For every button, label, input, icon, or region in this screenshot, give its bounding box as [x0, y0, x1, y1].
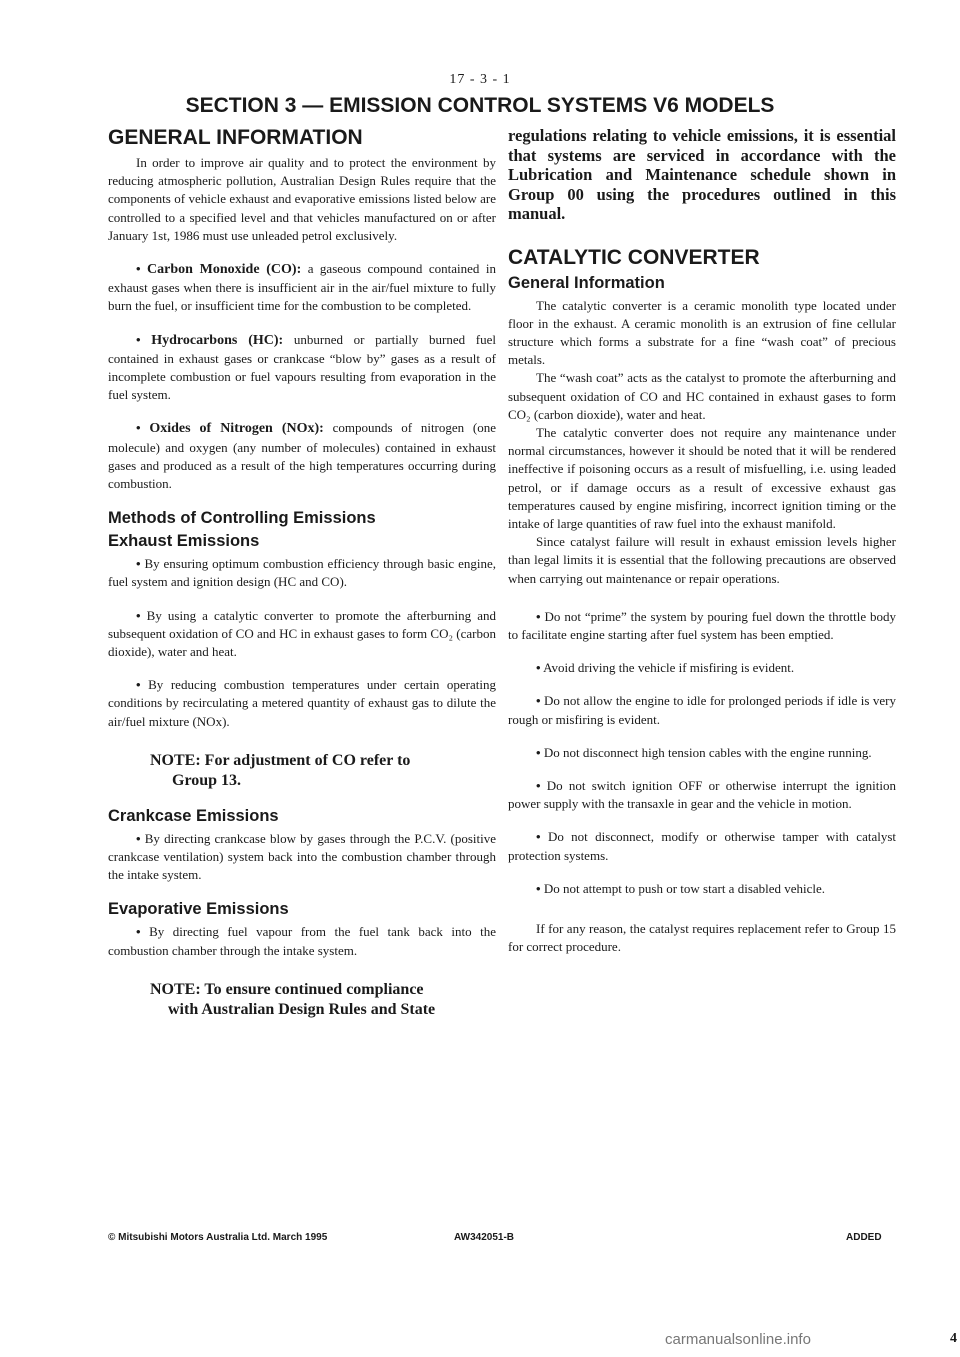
intro-paragraph: In order to improve air quality and to protect the environment by reducing atmospheric pollution, Australian Design Rules require that the components of vehicle exhaust and evaporative emissions listed below are controlled to a specified level and that vehicles manufactured on or after January 1st, 1986 must use unleaded petrol exclusively.: [108, 155, 496, 243]
precaution-text: Do not attempt to push or tow start a disabled vehicle.: [543, 880, 826, 896]
bullet-icon: •: [536, 777, 541, 793]
bullet-icon: •: [136, 556, 141, 572]
exhaust-emissions-heading: Exhaust Emissions: [108, 532, 260, 551]
precaution-text: Do not disconnect high tension cables with the engine running.: [543, 744, 872, 760]
pollutant-term: Carbon Monoxide (CO):: [147, 262, 302, 278]
exhaust-item: [108, 555, 496, 591]
left-column: [108, 126, 496, 1020]
exhaust-item-text: By reducing combustion temperatures under certain operating conditions by recirculating a metered quantity of exhaust gas to dilute the air/fuel mixture (NOx).: [108, 677, 496, 729]
crankcase-item-text: By directing crankcase blow by gases through the P.C.V. (positive crankcase ventilation) system back into the combustion chamber through the intake system.: [108, 830, 497, 883]
note-line: NOTE: For adjustment of CO refer to: [150, 751, 411, 769]
precaution-item: [508, 692, 896, 728]
watermark-text[interactable]: carmanualsonline.info: [665, 1331, 811, 1348]
right-column: [508, 126, 896, 956]
precaution-text: Do not disconnect, modify or otherwise tamper with catalyst protection systems.: [508, 829, 897, 863]
precaution-item: [508, 880, 896, 898]
section-title: SECTION 3 — EMISSION CONTROL SYSTEMS V6 MODELS: [185, 94, 775, 117]
pollutant-term: Oxides of Nitrogen (NOx):: [149, 421, 324, 437]
footer-doc-code: AW342051-B: [454, 1232, 515, 1243]
catalytic-converter-heading: CATALYTIC CONVERTER: [508, 245, 760, 269]
precaution-item: [508, 744, 896, 762]
general-info-subheading: General Information: [508, 273, 665, 292]
exhaust-item-text: By ensuring optimum combustion efficiency through basic engine, fuel system and ignition design (HC and CO).: [108, 556, 496, 590]
crankcase-emissions-heading: Crankcase Emissions: [108, 806, 279, 825]
catalyst-paragraph: The catalytic converter does not require any maintenance under normal circumstances, however it should be noted that it will be rendered ineffective if poisoning occurs as a result of misfuelling, i.e. using leaded petrol, or if damage occurs as a result of excessive exhaust gas temperatures caused by engine misfiring, incorrect ignition timing or the intake of large quantities of raw fuel into the exhaust manifold.: [508, 424, 896, 531]
precaution-text: Do not switch ignition OFF or otherwise interrupt the ignition power supply with the transaxle in gear and the vehicle in motion.: [508, 777, 897, 812]
replacement-paragraph: If for any reason, the catalyst requires replacement refer to Group 15 for correct procedure.: [508, 920, 896, 955]
note-line: with Australian Design Rules and State: [168, 1000, 436, 1018]
exhaust-item: [108, 607, 496, 662]
bullet-icon: •: [536, 880, 541, 896]
pollutant-description: unburned or partially burned fuel contained in exhaust gases or crankcase “blow by” gases as a result of incomplete combustion or fuel vapours resulting from evaporation in the fuel system.: [108, 331, 497, 403]
footer-copyright: © Mitsubishi Motors Australia Ltd. March 1995: [108, 1232, 328, 1243]
footer-status: ADDED: [846, 1232, 882, 1243]
evaporative-emissions-heading: Evaporative Emissions: [108, 900, 289, 919]
evaporative-item-text: By directing fuel vapour from the fuel tank back into the combustion chamber through the intake system.: [108, 924, 497, 958]
bullet-icon: •: [136, 677, 141, 693]
pollutant-description: a gaseous compound contained in exhaust gases when there is insufficient air in the air/fuel mixture to fully burn the fuel, or insufficient time for the combustion to be completed.: [108, 261, 497, 314]
bullet-icon: •: [536, 660, 541, 676]
bullet-icon: •: [136, 331, 141, 347]
note-line: NOTE: To ensure continued compliance: [150, 980, 424, 998]
bullet-icon: •: [536, 744, 541, 760]
pollutant-term: Hydrocarbons (HC):: [151, 332, 284, 348]
pollutant-co: [108, 260, 496, 316]
bullet-icon: •: [136, 607, 141, 623]
catalyst-paragraph: The catalytic converter is a ceramic monolith type located under floor in the exhaust. A ceramic monolith is an extrusion of fine cellular structure which forms a substrate for a fine “wash coat” of precious metals.: [508, 297, 896, 368]
bullet-icon: •: [136, 924, 141, 940]
bullet-icon: •: [136, 830, 141, 846]
catalyst-paragraph: The “wash coat” acts as the catalyst to promote the afterburning and subsequent oxidation of CO and HC contained in exhaust gases to form CO₂ (carbon dioxide), water and heat.: [508, 370, 896, 422]
exhaust-item: [108, 676, 496, 731]
precaution-item: [508, 659, 896, 677]
pollutant-hc: [108, 331, 496, 405]
crankcase-item: [108, 830, 496, 885]
evaporative-item: [108, 923, 496, 959]
note-line: Group 13.: [172, 771, 242, 789]
bullet-icon: •: [136, 420, 141, 436]
page-number: 17 - 3 - 1: [449, 72, 511, 87]
exhaust-item-text: By using a catalytic converter to promote the afterburning and subsequent oxidation of CO and HC in exhaust gases to form CO₂ (carbon dioxide), water and heat.: [108, 607, 497, 660]
bullet-icon: •: [136, 261, 141, 277]
methods-heading: Methods of Controlling Emissions: [108, 509, 376, 528]
note-co-adjustment: [108, 751, 496, 791]
bullet-icon: •: [536, 693, 541, 709]
note-compliance-continued: regulations relating to vehicle emissions, it is essential that systems are serviced in accordance with the Lubrication and Maintenance schedule shown in Group 00 using the procedures outlined in this manual.: [508, 126, 896, 223]
note-compliance: [108, 980, 496, 1020]
precaution-text: Do not “prime” the system by pouring fuel down the throttle body to facilitate engine starting after fuel system has been emptied.: [508, 608, 897, 642]
bullet-icon: •: [536, 829, 541, 845]
pollutant-nox: [108, 419, 496, 493]
bullet-icon: •: [536, 608, 541, 624]
precaution-item: [508, 608, 896, 644]
general-information-heading: GENERAL INFORMATION: [108, 126, 363, 149]
catalyst-paragraph: Since catalyst failure will result in exhaust emission levels higher than legal limits it is essential that the following precautions are observed when carrying out maintenance or repair operations.: [508, 534, 896, 586]
precaution-item: [508, 777, 896, 813]
precaution-text: Avoid driving the vehicle if misfiring is evident.: [543, 660, 795, 676]
corner-mark: 4: [950, 1331, 957, 1346]
precaution-text: Do not allow the engine to idle for prolonged periods if idle is very rough or misfiring is evident.: [508, 693, 896, 727]
precaution-item: [508, 828, 896, 864]
pollutant-description: compounds of nitrogen (one molecule) and oxygen (any number of molecules) contained in exhaust gases and produced as a result of the high temperatures occurring during combustion.: [108, 420, 496, 492]
